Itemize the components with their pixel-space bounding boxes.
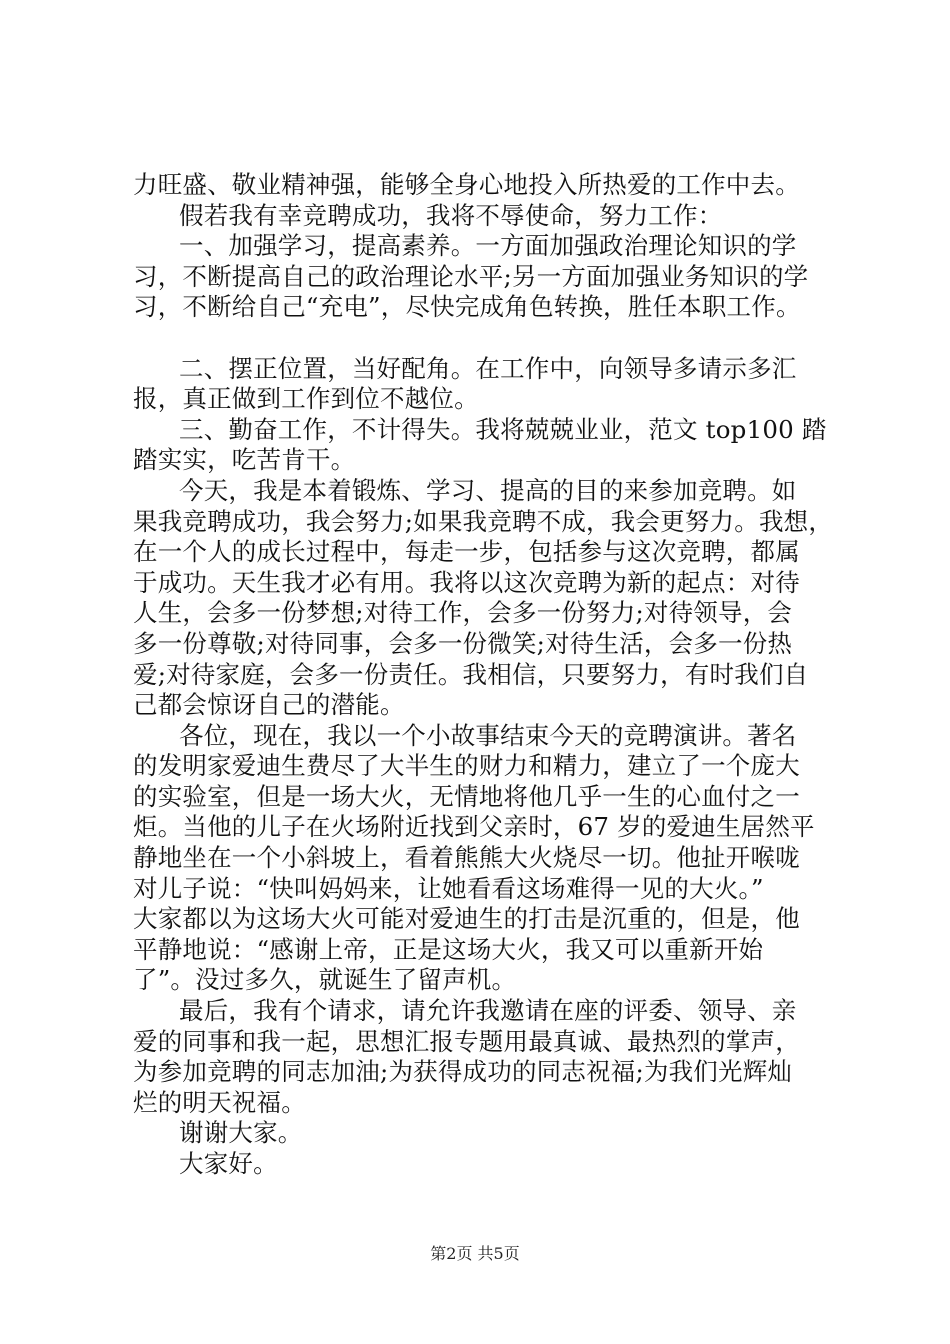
text-line: 习，不断给自己“充电”，尽快完成角色转换，胜任本职工作。 <box>133 292 801 322</box>
text-line: 果我竞聘成功，我会努力;如果我竞聘不成，我会更努力。我想， <box>133 506 834 536</box>
text-line: 大家都以为这场大火可能对爱迪生的打击是沉重的，但是，他 <box>133 904 800 934</box>
text-line: 平静地说：“感谢上帝，正是这场大火，我又可以重新开始 <box>133 934 764 964</box>
page-number: 第2页 共5页 <box>430 1244 520 1263</box>
text-line: 的发明家爱迪生费尽了大半生的财力和精力，建立了一个庞大 <box>133 751 800 781</box>
text-line: 的实验室，但是一场大火，无情地将他几乎一生的心血付之一 <box>133 781 800 811</box>
text-line: 习，不断提高自己的政治理论水平;另一方面加强业务知识的学 <box>133 261 809 291</box>
text-line: 了”。没过多久，就诞生了留声机。 <box>133 965 517 995</box>
text-line: 炬。当他的儿子在火场附近找到父亲时，67 岁的爱迪生居然平 <box>133 812 815 842</box>
text-line: 谢谢大家。 <box>179 1118 303 1148</box>
text-line: 踏实实，吃苦肯干。 <box>133 445 356 475</box>
text-line: 对儿子说：“快叫妈妈来，让她看看这场难得一见的大火。” <box>133 873 764 903</box>
text-line: 力旺盛、敬业精神强，能够全身心地投入所热爱的工作中去。 <box>133 170 800 199</box>
text-line: 人生，会多一份梦想;对待工作，会多一份努力;对待领导，会 <box>133 598 793 628</box>
text-line: 最后，我有个请求，请允许我邀请在座的评委、领导、亲 <box>179 996 797 1026</box>
text-line: 静地坐在一个小斜坡上，看着熊熊大火烧尽一切。他扯开喉咙 <box>133 843 800 873</box>
text-line: 己都会惊讶自己的潜能。 <box>133 690 405 720</box>
blank-line <box>133 323 853 354</box>
text-line: 多一份尊敬;对待同事，会多一份微笑;对待生活，会多一份热 <box>133 628 793 658</box>
text-line: 今天，我是本着锻炼、学习、提高的目的来参加竞聘。如 <box>179 475 797 505</box>
text-line: 三、勤奋工作，不计得失。我将兢兢业业，范文 top100 踏 <box>179 414 827 444</box>
text-line: 一、加强学习，提高素养。一方面加强政治理论知识的学 <box>179 231 797 261</box>
text-line: 假若我有幸竞聘成功，我将不辱使命，努力工作： <box>179 200 723 230</box>
text-line: 爱的同事和我一起，思想汇报专题用最真诚、最热烈的掌声， <box>133 1026 800 1056</box>
document-body <box>133 170 853 1180</box>
text-line: 在一个人的成长过程中，每走一步，包括参与这次竞聘，都属 <box>133 537 800 567</box>
text-line: 各位，现在，我以一个小故事结束今天的竞聘演讲。著名 <box>179 720 797 750</box>
text-line: 报，真正做到工作到位不越位。 <box>133 384 479 414</box>
text-line: 爱;对待家庭，会多一份责任。我相信，只要努力，有时我们自 <box>133 659 809 689</box>
text-line: 为参加竞聘的同志加油;为获得成功的同志祝福;为我们光辉灿 <box>133 1057 793 1087</box>
text-line: 烂的明天祝福。 <box>133 1087 306 1117</box>
text-line: 于成功。天生我才必有用。我将以这次竞聘为新的起点：对待 <box>133 567 800 597</box>
text-line: 大家好。 <box>179 1149 278 1178</box>
text-line: 二、摆正位置，当好配角。在工作中，向领导多请示多汇 <box>179 353 797 383</box>
page-footer <box>0 1244 950 1264</box>
